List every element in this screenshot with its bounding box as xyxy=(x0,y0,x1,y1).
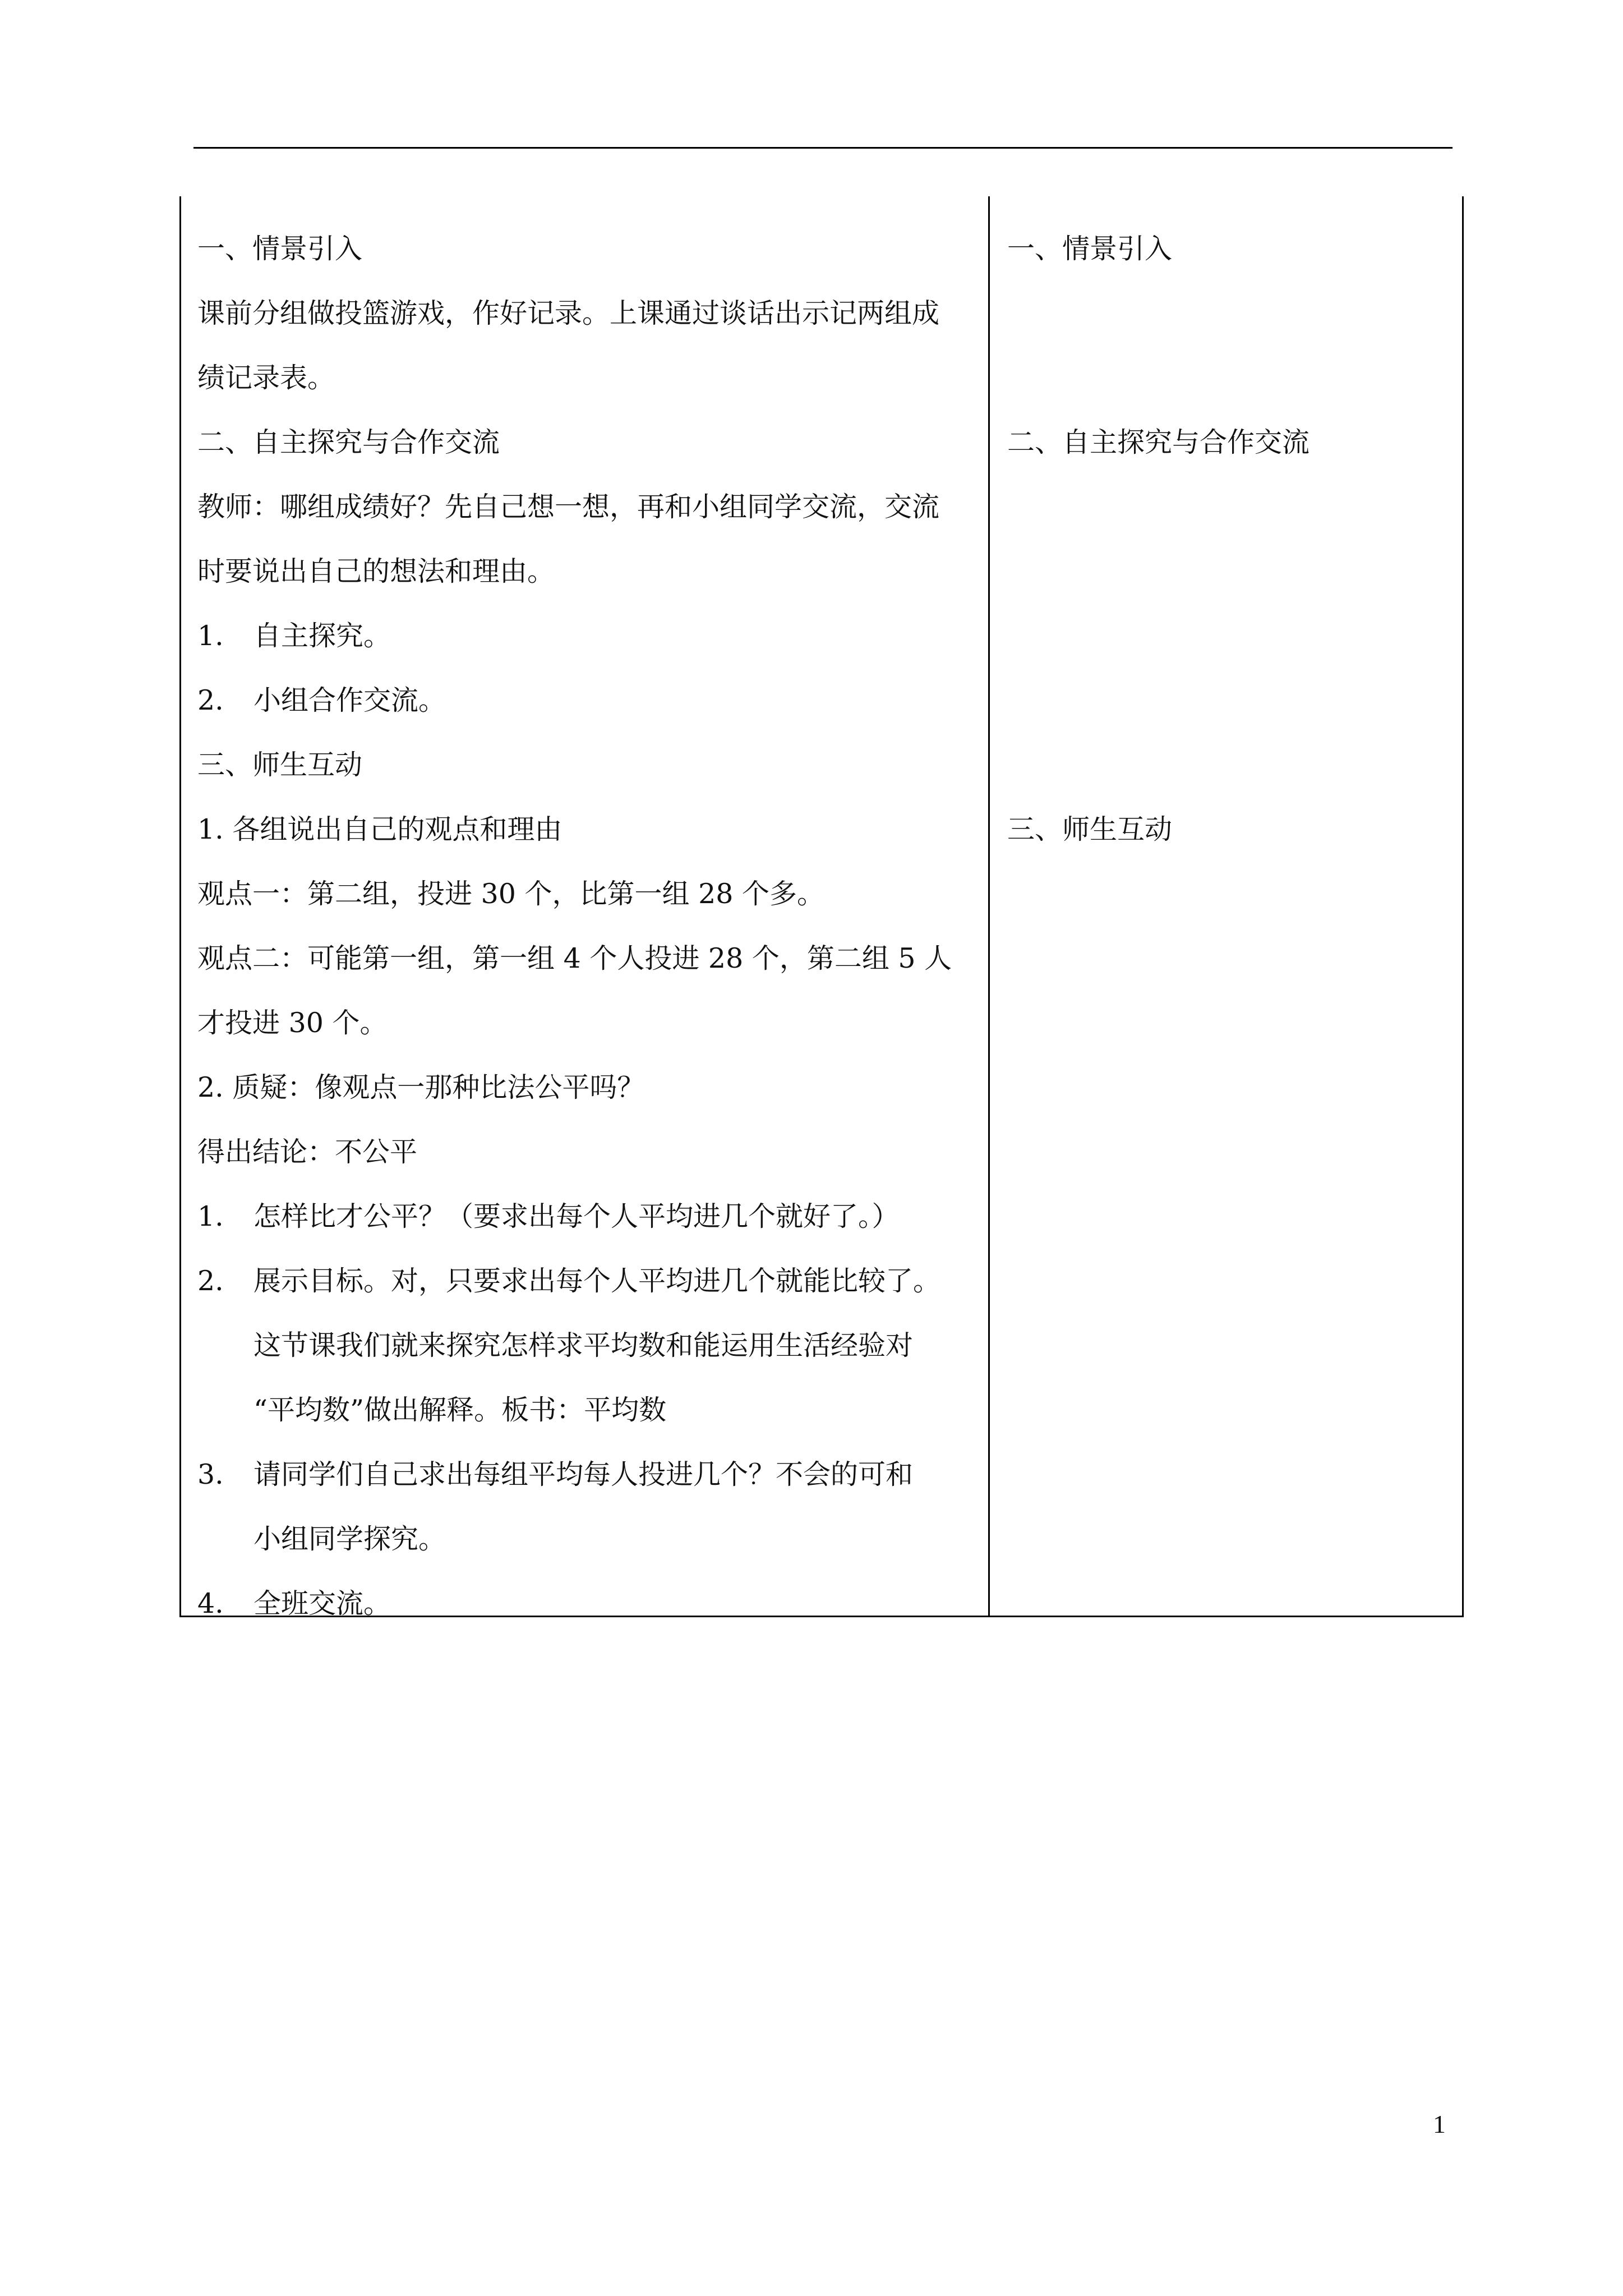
list-item-text: 请同学们自己求出每组平均每人投进几个？不会的可和 xyxy=(253,1458,914,1490)
list-item-continuation: 这节课我们就来探究怎样求平均数和能运用生活经验对 xyxy=(253,1329,914,1361)
section-3-line-5: 2. 质疑：像观点一那种比法公平吗？ xyxy=(197,1071,645,1103)
list-item xyxy=(197,1184,980,1249)
lesson-table xyxy=(179,196,1464,1617)
right-section-3-title: 三、师生互动 xyxy=(1007,813,1173,845)
list-item-number: 4. xyxy=(197,1588,224,1619)
teaching-process-column xyxy=(197,217,980,1636)
section-1-text-line-2: 绩记录表。 xyxy=(197,362,335,394)
right-section-2-title: 二、自主探究与合作交流 xyxy=(1007,426,1310,458)
list-item-text: 展示目标。对，只要求出每个人平均进几个就能比较了。 xyxy=(253,1265,941,1297)
section-1-text-line-1: 课前分组做投篮游戏，作好记录。上课通过谈话出示记两组成 xyxy=(197,297,940,329)
section-3-line-3: 观点二：可能第一组，第一组 4 个人投进 28 个，第二组 5 人 xyxy=(197,942,952,974)
list-item xyxy=(197,668,980,733)
list-item-number: 3. xyxy=(197,1458,224,1490)
page-number: 1 xyxy=(1433,2110,1446,2138)
list-item-text: 小组合作交流。 xyxy=(253,684,446,716)
list-item-number: 2. xyxy=(197,684,224,716)
right-section-1-title: 一、情景引入 xyxy=(1007,233,1173,265)
table-column-divider xyxy=(988,196,990,1617)
list-item xyxy=(197,1249,980,1313)
list-item-text: 全班交流。 xyxy=(253,1588,391,1619)
section-2-title: 二、自主探究与合作交流 xyxy=(197,426,500,458)
section-3-line-1: 1. 各组说出自己的观点和理由 xyxy=(197,813,562,845)
list-item-number: 1. xyxy=(197,1200,224,1232)
list-item-number: 1. xyxy=(197,620,224,652)
section-3-line-4: 才投进 30 个。 xyxy=(197,1007,388,1039)
list-item xyxy=(197,604,980,668)
section-2-text-line-1: 教师：哪组成绩好？先自己想一想，再和小组同学交流，交流 xyxy=(197,491,940,523)
list-item xyxy=(197,1571,980,1636)
list-item-text: 怎样比才公平？（要求出每个人平均进几个就好了。） xyxy=(253,1200,900,1232)
section-1-title: 一、情景引入 xyxy=(197,233,363,265)
section-3-line-2: 观点一：第二组，投进 30 个，比第一组 28 个多。 xyxy=(197,878,825,910)
section-3-line-6: 得出结论：不公平 xyxy=(197,1136,418,1168)
table-border-right xyxy=(1462,196,1464,1617)
table-border-left xyxy=(179,196,181,1617)
section-3-title: 三、师生互动 xyxy=(197,749,363,781)
list-item xyxy=(197,1442,980,1507)
list-item-continuation: 小组同学探究。 xyxy=(253,1523,446,1555)
list-item-text: 自主探究。 xyxy=(253,620,391,652)
list-item-number: 2. xyxy=(197,1265,224,1297)
section-2-text-line-2: 时要说出自己的想法和理由。 xyxy=(197,555,555,587)
header-rule xyxy=(193,147,1453,149)
list-item-continuation: “平均数”做出解释。板书：平均数 xyxy=(253,1394,667,1426)
